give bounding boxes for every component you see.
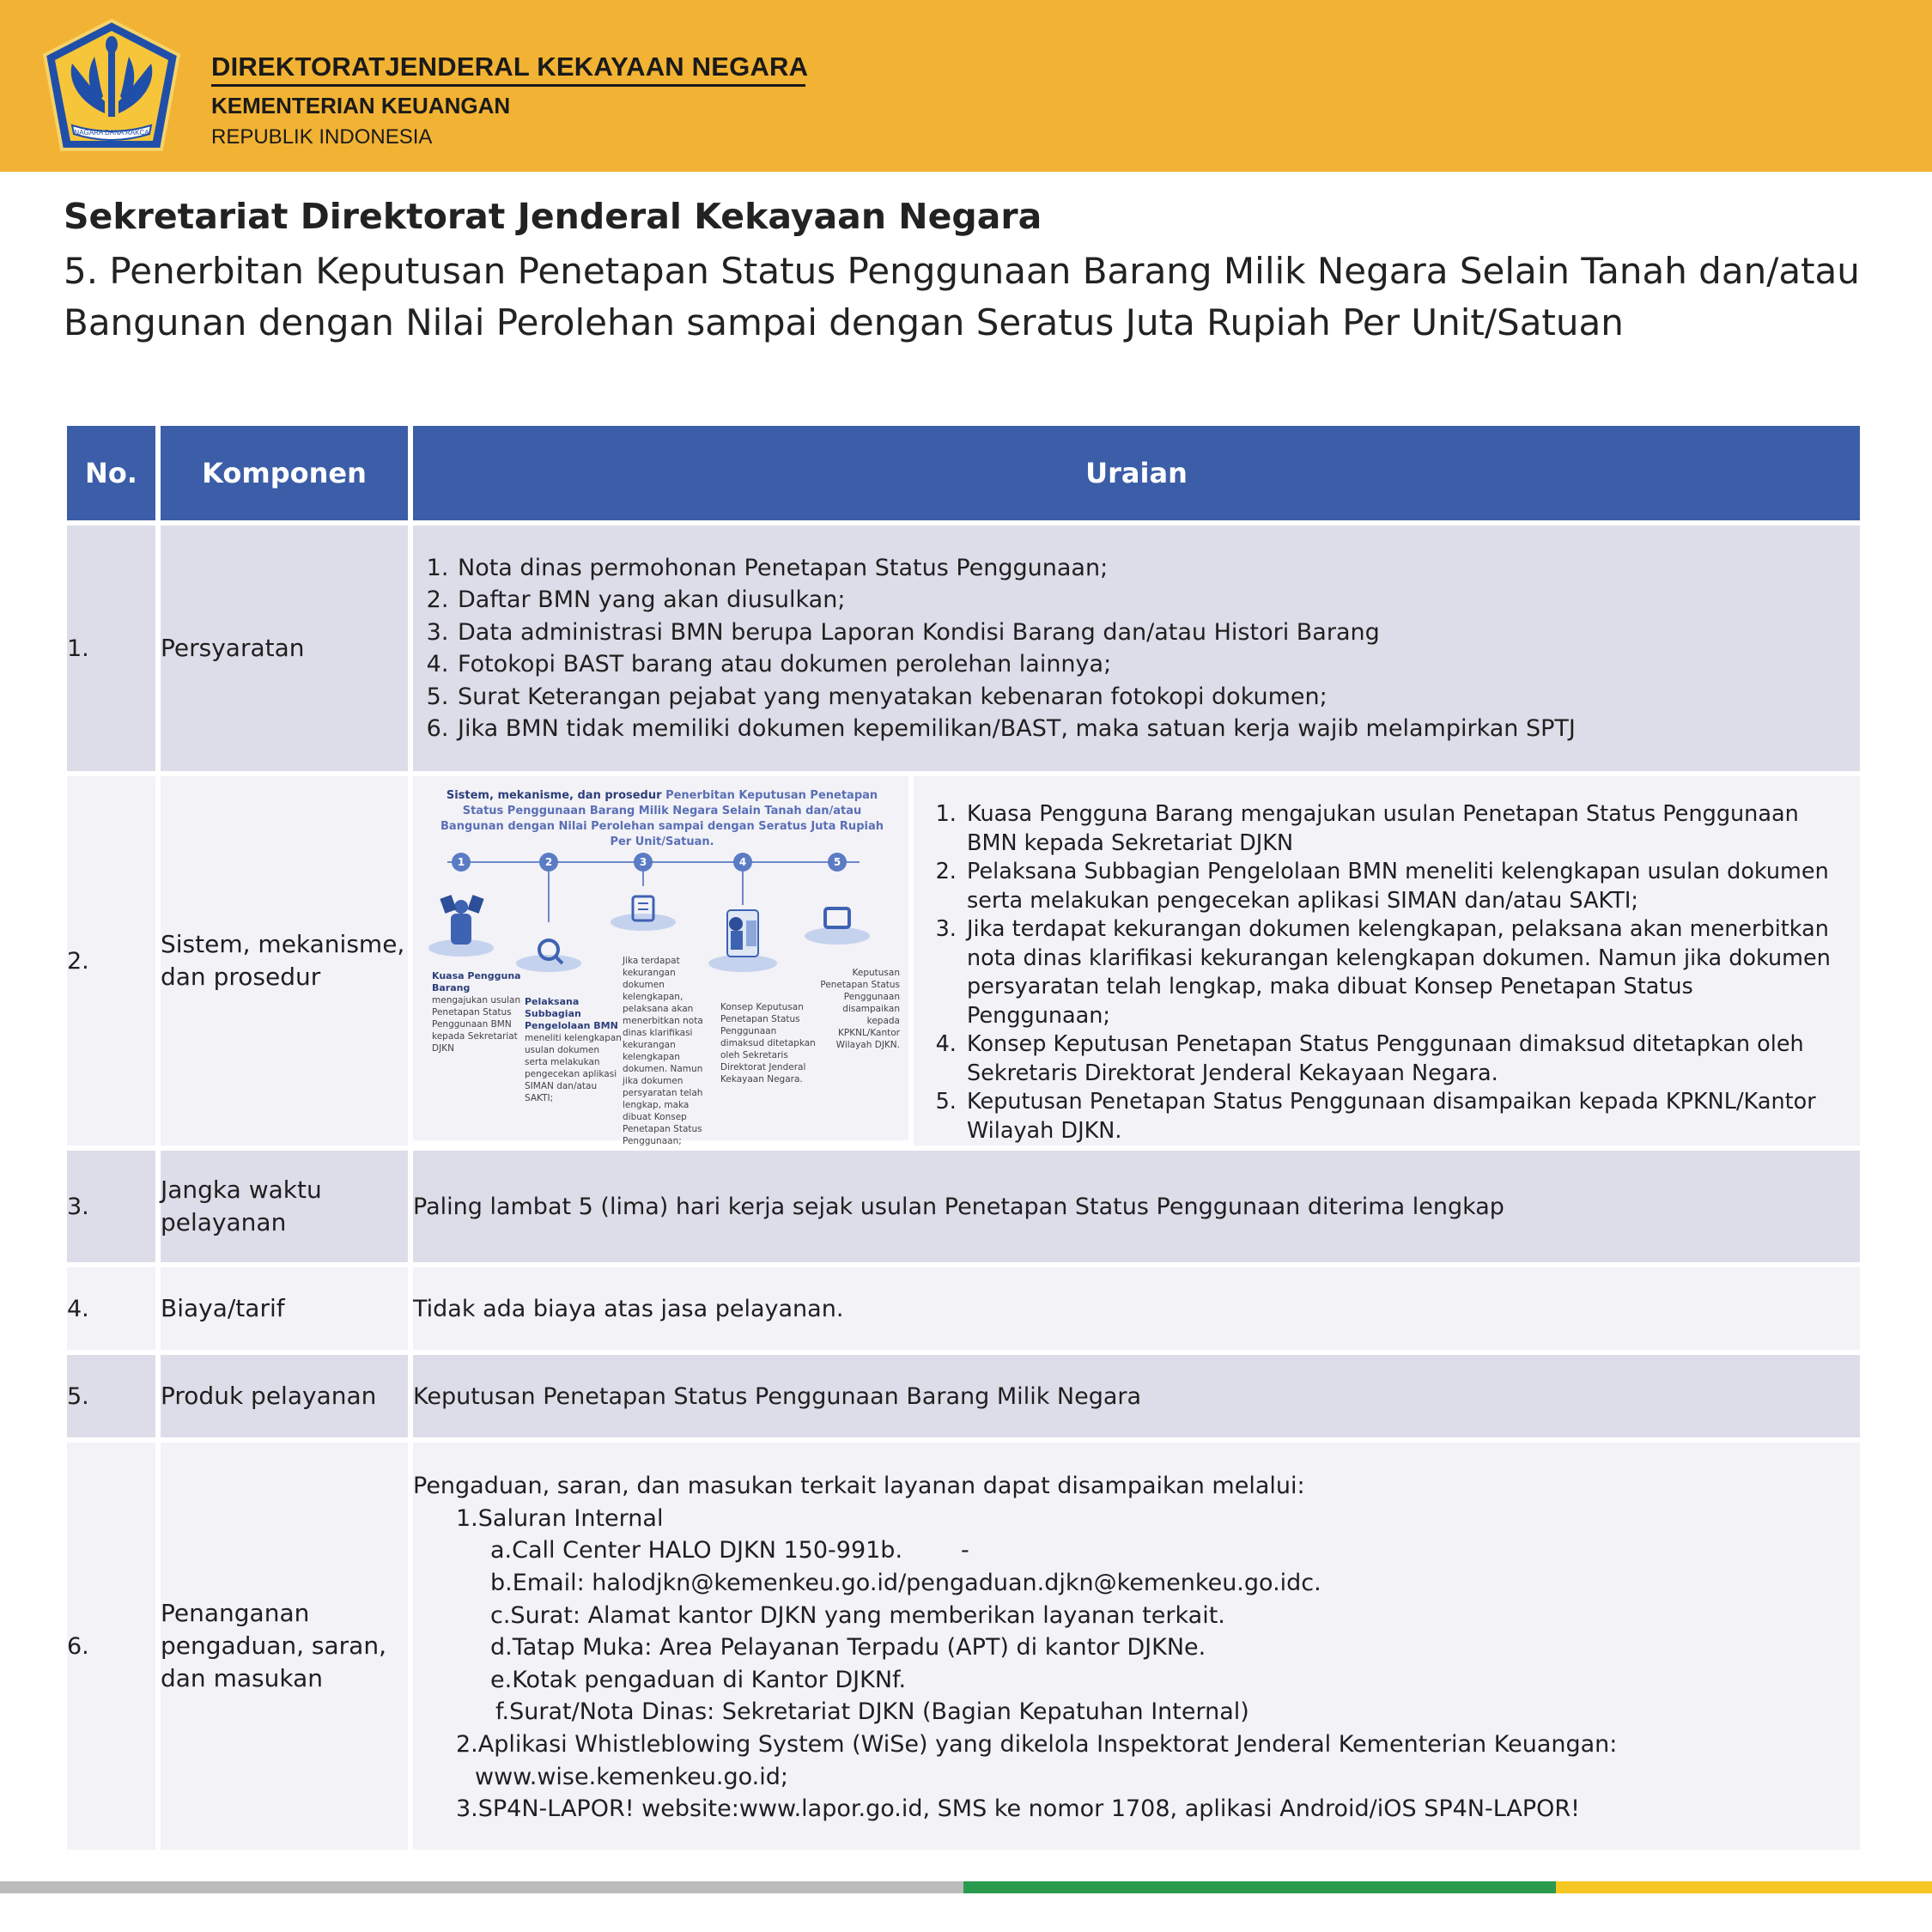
row-uraian [413,1443,1860,1850]
table-row [67,1267,1860,1350]
service-title: 5. Penerbitan Keputusan Penetapan Status Penggunaan Barang Milik Negara Selain Tanah dan/atau Bangunan dengan Nilai Perolehan sampai dengan Seratus Juta Rupiah Per Unit/Satuan [64,250,1860,343]
person-icon [440,895,483,945]
procedure-steps [914,776,1860,1145]
header-no: No. [67,426,155,520]
list-item: 2. Pelaksana Subbagian Pengelolaan BMN meneliti kelengkapan usulan dokumen serta melakukan pengecekan aplikasi SIMAN dan/atau SAKTI; [963,858,1843,915]
list-item: 4. Konsep Keputusan Penetapan Status Penggunaan dimaksud ditetapkan oleh Sekretaris Direktorat Jenderal Kekayaan Negara. [963,1030,1843,1088]
table-row [67,1443,1860,1850]
row-uraian [413,526,1860,771]
step-number: 5 [833,856,841,868]
row-komponen: Penanganan pengaduan, saran, dan masukan [161,1443,408,1850]
monitor-icon [825,908,849,927]
diagram-step-5: Keputusan Penetapan Status Penggunaan disampaikan kepada KPKNL/Kantor Wilayah DJKN. [820,968,900,1050]
row-uraian: Tidak ada biaya atas jasa pelayanan. [413,1267,1860,1350]
channel-item: a.Call Center HALO DJKN 150-991b. - [490,1537,969,1564]
requirements-list [413,552,1860,745]
row-number: 1. [67,526,155,771]
steps-list [939,800,1843,1145]
row-number: 5. [67,1355,155,1437]
list-item: 5. Keputusan Penetapan Status Penggunaan disampaikan kepada KPKNL/Kantor Wilayah DJKN. [963,1088,1843,1145]
row-number: 4. [67,1267,155,1350]
diagram-title: Sistem, mekanisme, dan prosedur Penerbitan Keputusan Penetapan Status Penggunaan Barang Milik Negara Selain Tanah dan/atau Bangunan dengan Nilai Perolehan sampai dengan Seratus Juta Rupiah Per Unit/Satuan. [440,789,884,848]
list-item: 2. Daftar BMN yang akan diusulkan; [456,584,1860,617]
row-komponen: Produk pelayanan [161,1355,408,1437]
row-uraian [413,776,1860,1145]
list-item: 5. Surat Keterangan pejabat yang menyatakan kebenaran fotokopi dokumen; [456,681,1860,714]
channel-item: b.Email: halodjkn@kemenkeu.go.id/pengaduan.djkn@kemenkeu.go.idc. [490,1570,1321,1597]
diagram-step-2: Pelaksana Subbagian Pengelolaan BMN meneliti kelengkapan usulan dokumen serta melakukan pengecekan aplikasi SIMAN dan/atau SAKTI; [525,996,622,1103]
list-item: 3. Data administrasi BMN berupa Laporan Kondisi Barang dan/atau Histori Barang [456,617,1860,649]
header-komponen: Komponen [161,426,408,520]
row-number: 3. [67,1151,155,1262]
row-komponen: Sistem, mekanisme, dan prosedur [161,776,408,1145]
procedure-diagram [413,776,908,1146]
step-number: 1 [457,856,465,868]
svg-text:NAGARA DANA RAKCA: NAGARA DANA RAKCA [74,129,149,137]
list-item: 1. Kuasa Pengguna Barang mengajukan usulan Penetapan Status Penggunaan BMN kepada Sekretariat DJKN [963,800,1843,858]
list-item: 4. Fotokopi BAST barang atau dokumen perolehan lainnya; [456,648,1860,681]
complaint-channels [413,1467,1860,1826]
row-komponen: Biaya/tarif [161,1267,408,1350]
row-number: 6. [67,1443,155,1850]
list-item: 3. Jika terdapat kekurangan dokumen kelengkapan, pelaksana akan menerbitkan nota dinas klarifikasi kekurangan kelengkapan dokumen. Namun jika dokumen persyaratan telah lengkap, maka dibuat Konsep Penetapan Status Penggunaan; [963,915,1843,1030]
complaint-intro: Pengaduan, saran, dan masukan terkait layanan dapat disampaikan melalui: [413,1473,1305,1500]
diagram-step-1: Kuasa Pengguna Barang mengajukan usulan Penetapan Status Penggunaan BMN kepada Sekretariat DJKN [432,970,521,1054]
channel-lapor: 3.SP4N-LAPOR! website:www.lapor.go.id, SMS ke nomor 1708, aplikasi Android/iOS SP4N-LAPOR! [456,1795,1580,1823]
row-uraian: Paling lambat 5 (lima) hari kerja sejak usulan Penetapan Status Penggunaan diterima lengkap [413,1151,1860,1262]
footer-bar-green [963,1881,1556,1893]
officer-icon [727,910,758,957]
step-number: 2 [544,856,553,868]
channel-internal: 1.Saluran Internal [456,1504,664,1532]
table-row [67,526,1860,771]
channel-wise: 2.Aplikasi Whistleblowing System (WiSe) yang dikelola Inspektorat Jenderal Kementerian Keuangan: [456,1730,1618,1758]
table-row [67,1355,1860,1437]
channel-item: d.Tatap Muka: Area Pelayanan Terpadu (APT) di kantor DJKNe. [490,1634,1206,1662]
diagram-step-4: Konsep Keputusan Penetapan Status Penggunaan dimaksud ditetapkan oleh Sekretaris Direktorat Jenderal Kekayaan Negara. [720,1002,816,1084]
channel-item: f.Surat/Nota Dinas: Sekretariat DJKN (Bagian Kepatuhan Internal) [495,1698,1249,1726]
table-row [67,1151,1860,1262]
footer-bar-grey [0,1881,963,1893]
channel-item: e.Kotak pengaduan di Kantor DJKNf. [490,1666,907,1693]
row-komponen: Persyaratan [161,526,408,771]
header-uraian: Uraian [413,426,1860,520]
org-underline [211,84,805,87]
footer-bar-yellow [1556,1881,1932,1893]
row-uraian: Keputusan Penetapan Status Penggunaan Barang Milik Negara [413,1355,1860,1437]
row-number: 2. [67,776,155,1145]
step-number: 3 [639,856,647,868]
channel-item: c.Surat: Alamat kantor DJKN yang memberikan layanan terkait. [490,1601,1225,1629]
list-item: 1. Nota dinas permohonan Penetapan Status Penggunaan; [456,552,1860,585]
list-item: 6. Jika BMN tidak memiliki dokumen kepemilikan/BAST, maka satuan kerja wajib melampirkan SPTJ [456,713,1860,745]
org-name: DIREKTORATJENDERAL KEKAYAAN NEGARA [211,52,809,82]
kemenkeu-logo-icon [38,17,185,156]
row-komponen: Jangka waktu pelayanan [161,1151,408,1262]
section-title: Sekretariat Direktorat Jenderal Kekayaan Negara [64,196,1042,237]
channel-wise-url: www.wise.kemenkeu.go.id; [475,1763,788,1790]
step-number: 4 [738,856,747,868]
header-bar [0,0,1932,172]
table-row [67,776,1860,1145]
service-table [62,421,1865,1855]
diagram-step-3: Jika terdapat kekurangan dokumen kelengkapan, pelaksana akan menerbitkan nota dinas klarifikasi kekurangan kelengkapan dokumen. Namun jika dokumen persyaratan telah lengkap, maka dibuat Konsep Penetapan Status Penggunaan; [623,956,703,1146]
country-name: REPUBLIK INDONESIA [211,125,433,149]
ministry-name: KEMENTERIAN KEUANGAN [211,93,511,118]
table-header-row [67,426,1860,520]
